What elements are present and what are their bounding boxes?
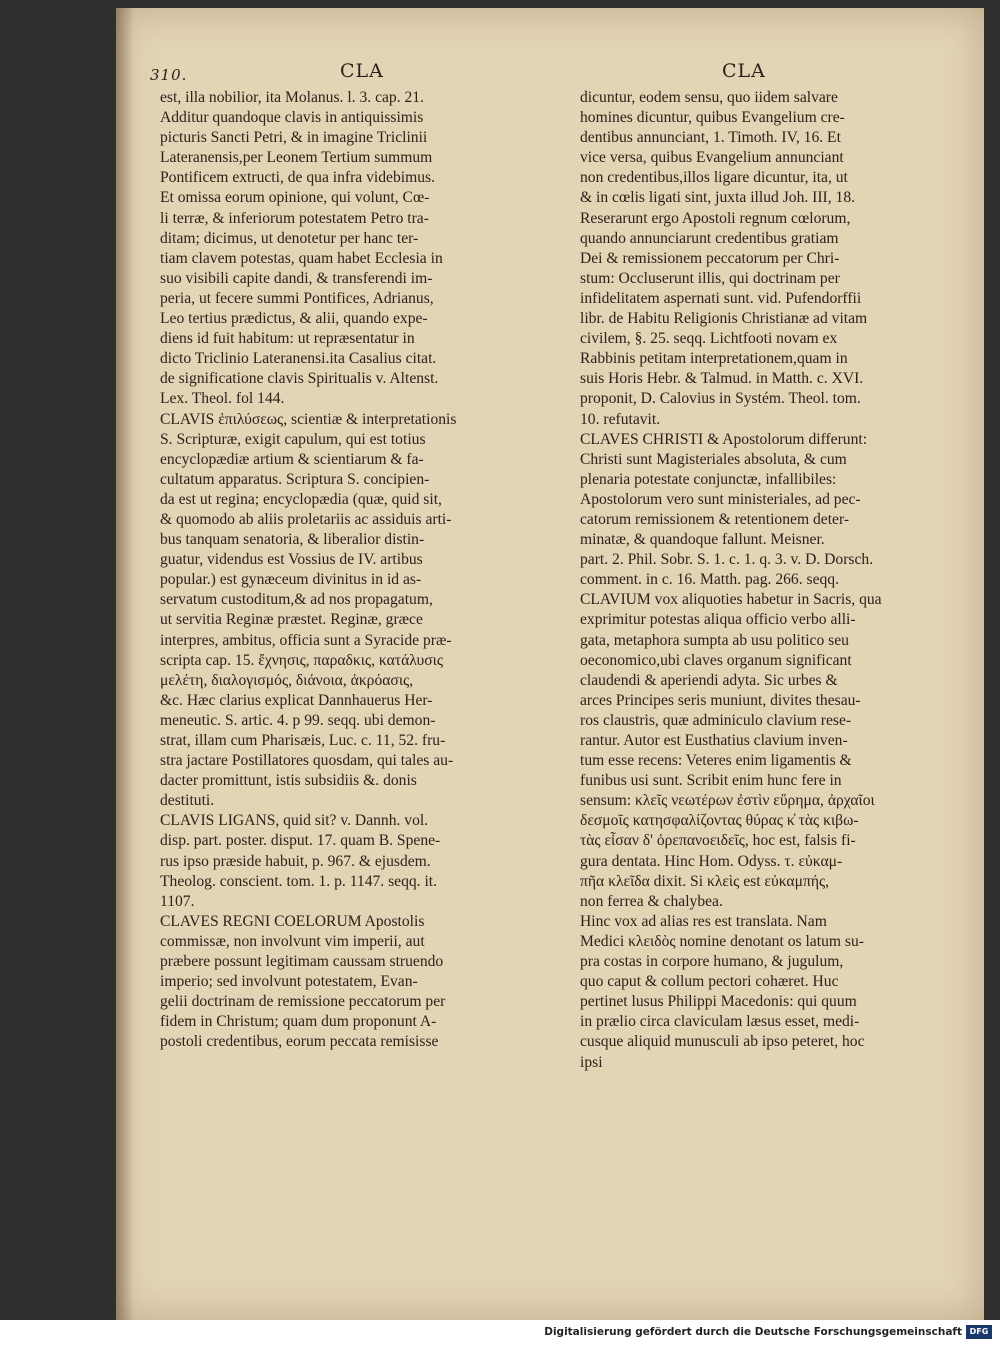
text-line: quando annunciarunt credentibus gratiam: [580, 229, 839, 247]
text-line: Additur quandoque clavis in antiquissimis: [160, 109, 424, 127]
text-line: guatur, videndus est Vossius de IV. artibus: [160, 551, 423, 569]
text-line: exprimitur potestas aliqua officio verbo alli-: [580, 611, 856, 629]
text-line: Apostolorum vero sunt ministeriales, ad pec-: [580, 490, 861, 508]
text-line: & in cœlis ligati sint, juxta illud Joh. III, 18.: [580, 189, 856, 207]
text-line: CLAVES CHRISTI & Apostolorum differunt:: [580, 430, 868, 448]
right-text-column: [580, 88, 928, 1073]
text-line: cusque aliquid munusculi ab ipso peteret, hoc: [580, 1033, 865, 1051]
text-line: gura dentata. Hinc Hom. Odyss. τ. εὐκαμ-: [580, 852, 843, 870]
text-line: ros claustris, quæ adminiculo clavium rese-: [580, 711, 852, 729]
text-line: catorum remissionem & retentionem deter-: [580, 510, 850, 528]
text-line: oeconomico,ubi claves organum significant: [580, 651, 852, 669]
text-line: funibus usi sunt. Scribit enim hunc fere in: [580, 772, 842, 790]
text-line: & quomodo ab aliis proletariis ac assiduis arti-: [160, 510, 452, 528]
text-line: est, illa nobilior, ita Molanus. l. 3. cap. 21.: [160, 89, 424, 106]
text-line: non ferrea & chalybea.: [580, 892, 723, 910]
text-line: stra jactare Postillatores quosdam, qui tales au-: [160, 752, 454, 770]
dfg-logo: DFG: [966, 1325, 992, 1339]
text-line: rus ipso præside habuit, p. 967. & ejusdem.: [160, 852, 431, 870]
text-line: Lateranensis,per Leonem Tertium summum: [160, 149, 433, 167]
text-line: tum esse recens: Veteres enim ligamentis &: [580, 752, 852, 770]
text-line: dicto Triclinio Lateranensi.ita Casalius citat.: [160, 350, 437, 368]
text-line: Lex. Theol. fol 144.: [160, 390, 285, 408]
text-line: libr. de Habitu Religionis Christianæ ad vitam: [580, 310, 868, 328]
left-text-column: [160, 88, 540, 1053]
text-line: ipsi: [580, 1053, 603, 1071]
text-line: ditam; dicimus, ut denotetur per hanc ter-: [160, 229, 419, 247]
text-line: meneutic. S. artic. 4. p 99. seqq. ubi demon-: [160, 711, 436, 729]
text-line: tiam clavem potestas, quam habet Ecclesia in: [160, 249, 443, 267]
text-line: diens id fuit habitum: ut repræsentatur in: [160, 330, 415, 348]
text-line: pertinet lusus Philippi Macedonis: qui quum: [580, 993, 857, 1011]
text-line: dicuntur, eodem sensu, quo iidem salvare: [580, 89, 838, 106]
text-line: πῆα κλεῖδα dixit. Si κλεὶς est εὐκαμπής,: [580, 872, 830, 890]
text-line: stum: Occluserunt illis, qui doctrinam per: [580, 269, 840, 287]
text-line: Christi sunt Magisteriales absoluta, & cum: [580, 450, 847, 468]
text-line: suis Horis Hebr. & Talmud. in Matth. c. XVI.: [580, 370, 864, 388]
text-line: dacter promittunt, istis subsidiis &. donis: [160, 772, 417, 790]
text-line: popular.) est gynæceum divinitus in id as-: [160, 571, 422, 589]
text-line: S. Scripturæ, exigit capulum, qui est totius: [160, 430, 426, 448]
text-line: servatum custoditum,& ad nos propagatum,: [160, 591, 433, 609]
text-line: Pontificem extructi, de qua infra videbimus.: [160, 169, 435, 187]
text-line: ut servitia Reginæ præstet. Reginæ, græce: [160, 611, 423, 629]
text-line: 10. refutavit.: [580, 410, 661, 428]
text-line: Leo tertius prædictus, & alii, quando expe-: [160, 310, 428, 328]
text-line: part. 2. Phil. Sobr. S. 1. c. 1. q. 3. v. D. Dorsch.: [580, 551, 874, 569]
text-line: CLAVIS ἐπιλύσεως, scientiæ & interpretationis: [160, 410, 457, 428]
text-line: arces Principes seris muniunt, divites thesau-: [580, 691, 861, 709]
text-line: encyclopædiæ artium & scientiarum & fa-: [160, 450, 424, 468]
text-line: scripta cap. 15. ἔχνησις, παραδκις, κατάλυσις: [160, 651, 444, 669]
text-line: interpres, ambitus, officia sunt a Syracide præ-: [160, 631, 452, 649]
text-line: in prælio circa claviculam læsus esset, medi-: [580, 1013, 860, 1031]
text-line: 1107.: [160, 892, 195, 910]
text-line: bus tanquam senatoria, & liberalior distin-: [160, 531, 425, 549]
text-line: gelii doctrinam de remissione peccatorum per: [160, 993, 446, 1011]
text-line: picturis Sancti Petri, & in imagine Triclinii: [160, 129, 428, 147]
text-line: CLAVES REGNI COELORUM Apostolis: [160, 912, 425, 930]
text-line: μελέτη, διαλογισμός, διάνοια, ἀκρόασις,: [160, 671, 414, 689]
text-line: postoli credentibus, eorum peccata remisisse: [160, 1033, 439, 1051]
text-line: τὰς εἶσαν δ' ὀρεπανοειδεῖς, hoc est, falsis fi-: [580, 832, 856, 850]
text-line: imperio; sed involvunt potestatem, Evan-: [160, 973, 418, 991]
text-line: infidelitatem aspernati sunt. vid. Pufendorffii: [580, 289, 862, 307]
text-line: minatæ, & quandoque fallunt. Meisner.: [580, 531, 825, 549]
text-line: CLAVIUM vox aliquoties habetur in Sacris, qua: [580, 591, 882, 609]
text-line: strat, illam cum Pharisæis, Luc. c. 11, 52. fru-: [160, 732, 446, 749]
text-line: quo caput & collum pectori cohæret. Huc: [580, 973, 839, 991]
text-line: CLAVIS LIGANS, quid sit? v. Dannh. vol.: [160, 812, 429, 830]
running-head-left: CLA: [340, 60, 384, 82]
text-line: Dei & remissionem peccatorum per Chri-: [580, 249, 840, 267]
text-line: δεσμοῖς κατησφαλίζοντας θύρας κ̓ τὰς κιβω-: [580, 812, 859, 830]
text-line: suo visibili capite dandi, & transferendi im-: [160, 269, 433, 287]
text-line: civilem, §. 25. seqq. Lichtfooti novam ex: [580, 330, 838, 348]
text-line: pra costas in corpore humano, & jugulum,: [580, 953, 844, 971]
text-line: homines dicuntur, quibus Evangelium cre-: [580, 109, 845, 127]
text-line: proponit, D. Calovius in Systém. Theol. tom.: [580, 390, 861, 408]
text-line: li terræ, & inferiorum potestatem Petro tra-: [160, 209, 429, 227]
text-line: cultatum apparatus. Scriptura S. concipien-: [160, 470, 430, 488]
text-line: Hinc vox ad alias res est translata. Nam: [580, 912, 827, 930]
text-line: sensum: κλεῖς νεωτέρων ἐστὶν εὕρημα, ἀρχαῖοι: [580, 792, 875, 810]
text-line: Rabbinis petitam interpretationem,quam in: [580, 350, 848, 368]
text-line: gata, metaphora sumpta ab usu politico seu: [580, 631, 849, 649]
text-line: Et omissa eorum opinione, qui volunt, Cœ-: [160, 189, 430, 207]
text-line: Theolog. conscient. tom. 1. p. 1147. seqq. it.: [160, 872, 438, 890]
text-line: Medici κλειδὸς nomine denotant os latum su-: [580, 932, 864, 950]
text-line: præbere possunt legitimam caussam struendo: [160, 953, 444, 971]
text-line: de significatione clavis Spiritualis v. Altenst.: [160, 370, 439, 388]
text-line: non credentibus,illos ligare dicuntur, ita, ut: [580, 169, 848, 187]
text-line: da est ut regina; encyclopædia (quæ, quid sit,: [160, 490, 442, 508]
text-line: destituti.: [160, 792, 215, 810]
text-line: Reserarunt ergo Apostoli regnum cœlorum,: [580, 209, 851, 227]
text-line: dentibus annunciant, 1. Timoth. IV, 16. Et: [580, 129, 841, 147]
text-line: fidem in Christum; quam dum proponunt A-: [160, 1013, 437, 1031]
text-line: &c. Hæc clarius explicat Dannhauerus Her-: [160, 691, 433, 709]
text-line: claudendi & aperiendi adyta. Sic urbes &: [580, 671, 838, 689]
footer-bar: [0, 1320, 1000, 1347]
text-line: rantur. Autor est Eusthatius clavium inven-: [580, 732, 848, 749]
page-gutter-shadow: [116, 8, 134, 1320]
text-line: plenaria potestate conjunctæ, infallibiles:: [580, 470, 837, 488]
text-line: vice versa, quibus Evangelium annunciant: [580, 149, 844, 167]
funding-notice: Digitalisierung gefördert durch die Deutsche Forschungsgemeinschaft: [544, 1326, 962, 1338]
page-number: 310.: [150, 66, 188, 84]
text-line: disp. part. poster. disput. 17. quam B. Spene-: [160, 832, 441, 850]
text-line: peria, ut fecere summi Pontifices, Adrianus,: [160, 289, 434, 307]
text-line: comment. in c. 16. Matth. pag. 266. seqq.: [580, 571, 839, 589]
text-line: commissæ, non involvunt vim imperii, aut: [160, 932, 425, 950]
running-head-right: CLA: [722, 60, 766, 82]
